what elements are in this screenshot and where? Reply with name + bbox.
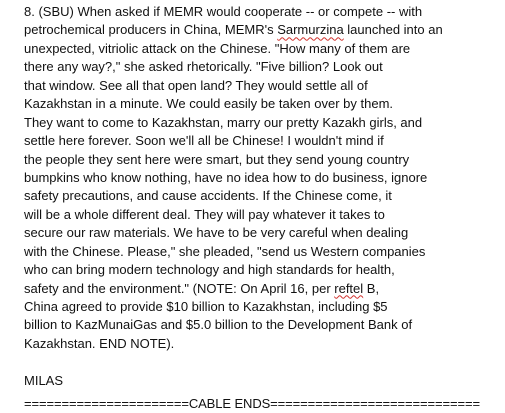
- text-line: Kazakhstan in a minute. We could easily be taken over by them.: [24, 96, 394, 112]
- text-line: who can bring modern technology and high standards for health,: [24, 262, 395, 278]
- text-line: Kazakhstan. END NOTE).: [24, 335, 175, 351]
- text-line: safety precautions, and cause accidents. If the Chinese come, it: [24, 188, 392, 204]
- misspelled-word: Sarmurzina: [277, 22, 344, 38]
- text-line: China agreed to provide $10 billion to Kazakhstan, including $5: [24, 299, 388, 314]
- text-line: secure our raw materials. We have to be very careful when dealing: [24, 225, 409, 241]
- cable-ends-marker: ======================CABLE ENDS============================: [24, 396, 480, 411]
- text-line: will be a whole different deal. They will pay whatever it takes to: [24, 206, 385, 222]
- text-line: petrochemical producers in China, MEMR's Sarmurzina launched into an: [24, 22, 443, 38]
- text-line: there any way?," she asked rhetorically. "Five billion? Look out: [24, 59, 383, 75]
- signature: MILAS: [24, 372, 64, 388]
- text-line: settle here forever. Soon we'll all be Chinese! I wouldn't mind if: [24, 133, 384, 149]
- text-line: They want to come to Kazakhstan, marry our pretty Kazakh girls, and: [24, 114, 423, 130]
- text-line: bumpkins who know nothing, have no idea how to do business, ignore: [24, 169, 428, 185]
- text-line: safety and the environment." (NOTE: On April 16, per reftel B,: [24, 280, 380, 296]
- misspelled-word: reftel: [334, 280, 364, 296]
- blank-line: [24, 353, 502, 371]
- text-line: with the Chinese. Please," she pleaded, "send us Western companies: [24, 243, 426, 259]
- paragraph-8: [24, 3, 502, 353]
- text-line: that window. See all that open land? They would settle all of: [24, 77, 368, 93]
- text-line: billion to KazMunaiGas and $5.0 billion to the Development Bank of: [24, 317, 413, 333]
- text-line: unexpected, vitriolic attack on the Chinese. "How many of them are: [24, 40, 411, 56]
- text-line: the people they sent here were smart, but they send young country: [24, 151, 410, 167]
- text-line: 8. (SBU) When asked if MEMR would cooperate -- or compete -- with: [24, 4, 423, 19]
- cable-document: [24, 3, 502, 390]
